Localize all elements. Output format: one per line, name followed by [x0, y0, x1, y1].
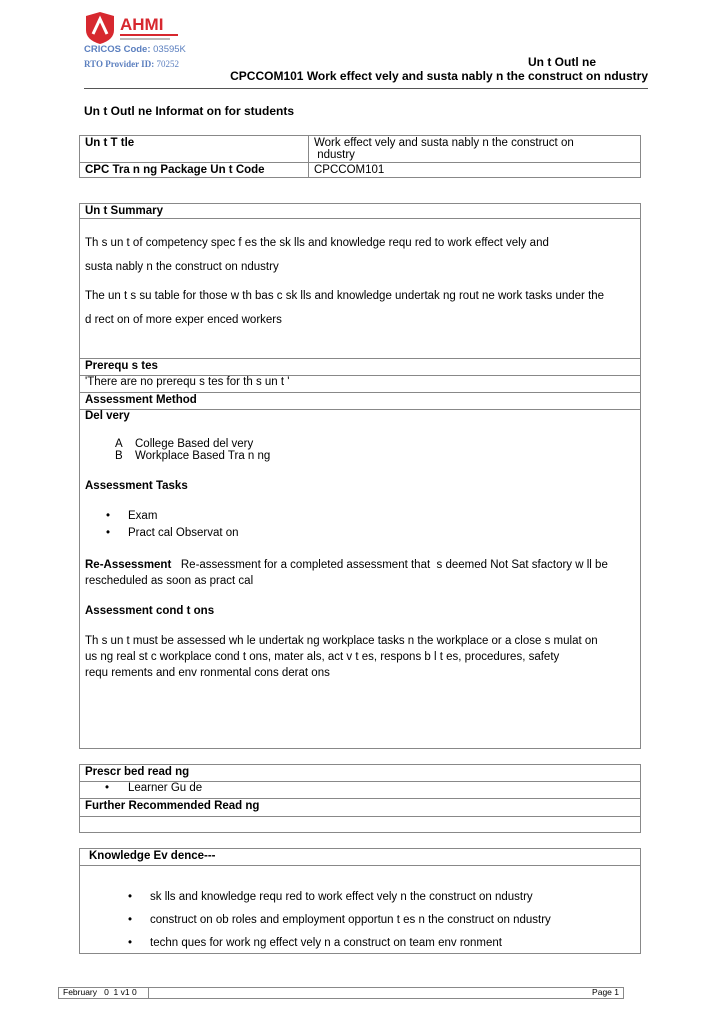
reassessment-label: Re-Assessment	[85, 559, 172, 571]
summary-p1-line1: Th s un t of competency spec f es the sk lls and knowledge requ red to work effect vely and	[85, 237, 549, 249]
prerequisites-heading: Prerequ s tes	[80, 359, 640, 376]
footer-page-number: Page 1	[592, 987, 619, 997]
unit-code-value: CPCCOM101	[309, 163, 641, 178]
delivery-letter: B	[115, 450, 123, 462]
list-item: • construct on ob roles and employment opportun t es n the construct on ndustry	[128, 914, 551, 926]
knowledge-evidence-box	[79, 848, 641, 954]
table-row	[80, 163, 641, 178]
delivery-text: Workplace Based Tra n ng	[135, 450, 271, 462]
rto-value: 70252	[156, 59, 179, 69]
assessment-tasks-list	[85, 508, 635, 542]
unit-info-table	[79, 135, 641, 178]
doc-subtitle: CPCCOM101 Work effect vely and susta nably n the construct on ndustry	[230, 69, 648, 83]
conditions-line3: requ rements and env ronmental cons derat ons	[85, 667, 330, 679]
delivery-text: College Based del very	[135, 438, 254, 450]
assessment-box	[79, 392, 641, 749]
doc-title: Un t Outl ne	[528, 55, 596, 69]
knowledge-evidence-heading: Knowledge Ev dence---	[80, 849, 640, 866]
task-text: Exam	[128, 510, 158, 522]
unit-summary-body	[80, 219, 640, 332]
conditions-line1: Th s un t must be assessed wh le undertak ng workplace tasks n the workplace or a close s mulat on	[85, 635, 598, 647]
unit-summary-box	[79, 203, 641, 359]
task-text: Pract cal Observat on	[128, 527, 239, 539]
knowledge-item: sk lls and knowledge requ red to work effect vely n the construct on ndustry	[150, 891, 533, 903]
unit-code-label: CPC Tra n ng Package Un t Code	[80, 163, 309, 178]
reassessment-paragraph	[85, 557, 635, 589]
delivery-letter: A	[115, 438, 123, 450]
knowledge-evidence-list	[80, 866, 640, 955]
ahmi-logo	[84, 10, 184, 44]
unit-title-line2: ndustry	[314, 149, 355, 161]
prescribed-reading-list: • Learner Gu de	[80, 782, 640, 799]
reading-item: Learner Gu de	[128, 782, 203, 794]
intro-heading: Un t Outl ne Informat on for students	[84, 104, 294, 118]
cricos-value: 03595K	[153, 44, 186, 55]
reading-box	[79, 764, 641, 833]
reassessment-line2: rescheduled as soon as pract cal	[85, 575, 254, 587]
reassessment-line1: Re-assessment for a completed assessment that s deemed Not Sat sfactory w ll be	[171, 559, 608, 571]
summary-p2-line2: d rect on of more exper enced workers	[85, 314, 282, 326]
rto-provider-id	[84, 59, 179, 69]
delivery-item	[115, 450, 635, 462]
header-divider	[84, 88, 648, 89]
table-row	[80, 136, 641, 163]
summary-p2-line1: The un t s su table for those w th bas c sk lls and knowledge undertak ng rout ne work tasks under the	[85, 290, 605, 302]
footer-date-version: February 0 1 v1 0	[59, 987, 149, 999]
knowledge-item: techn ques for work ng effect vely n a construct on team env ronment	[150, 937, 503, 949]
assessment-tasks-heading: Assessment Tasks	[85, 480, 188, 492]
cricos-code	[84, 44, 186, 55]
delivery-heading: Del very	[85, 410, 130, 422]
prerequisites-box	[79, 358, 641, 393]
list-item: • Exam	[106, 510, 158, 522]
logo-text: AHMI	[120, 15, 164, 34]
prerequisites-text: 'There are no prerequ s tes for th s un t '	[85, 376, 290, 388]
unit-title-line1: Work effect vely and susta nably n the construct on	[314, 137, 574, 149]
list-item: • sk lls and knowledge requ red to work effect vely n the construct on ndustry	[128, 891, 533, 903]
assessment-conditions-heading: Assessment cond t ons	[85, 605, 215, 617]
unit-summary-heading: Un t Summary	[80, 204, 640, 219]
rto-label: RTO Provider ID:	[84, 59, 155, 69]
conditions-line2: us ng real st c workplace cond t ons, mater als, act v t es, respons b l t es, procedures, safety	[85, 651, 560, 663]
unit-title-label: Un t T tle	[80, 136, 309, 163]
delivery-item	[115, 438, 635, 450]
assessment-heading: Assessment Method	[80, 393, 640, 410]
knowledge-item: construct on ob roles and employment opportun t es n the construct on ndustry	[150, 914, 551, 926]
delivery-list	[85, 438, 635, 462]
footer-bar	[58, 987, 624, 999]
prescribed-reading-heading: Prescr bed read ng	[80, 765, 640, 782]
list-item: • Pract cal Observat on	[106, 527, 239, 539]
further-reading-heading: Further Recommended Read ng	[80, 799, 640, 817]
summary-p1-line2: susta nably n the construct on ndustry	[85, 261, 279, 273]
list-item: • techn ques for work ng effect vely n a construct on team env ronment	[128, 937, 503, 949]
unit-title-value	[309, 136, 641, 163]
cricos-label: CRICOS Code:	[84, 44, 151, 55]
assessment-conditions-text	[85, 633, 635, 681]
